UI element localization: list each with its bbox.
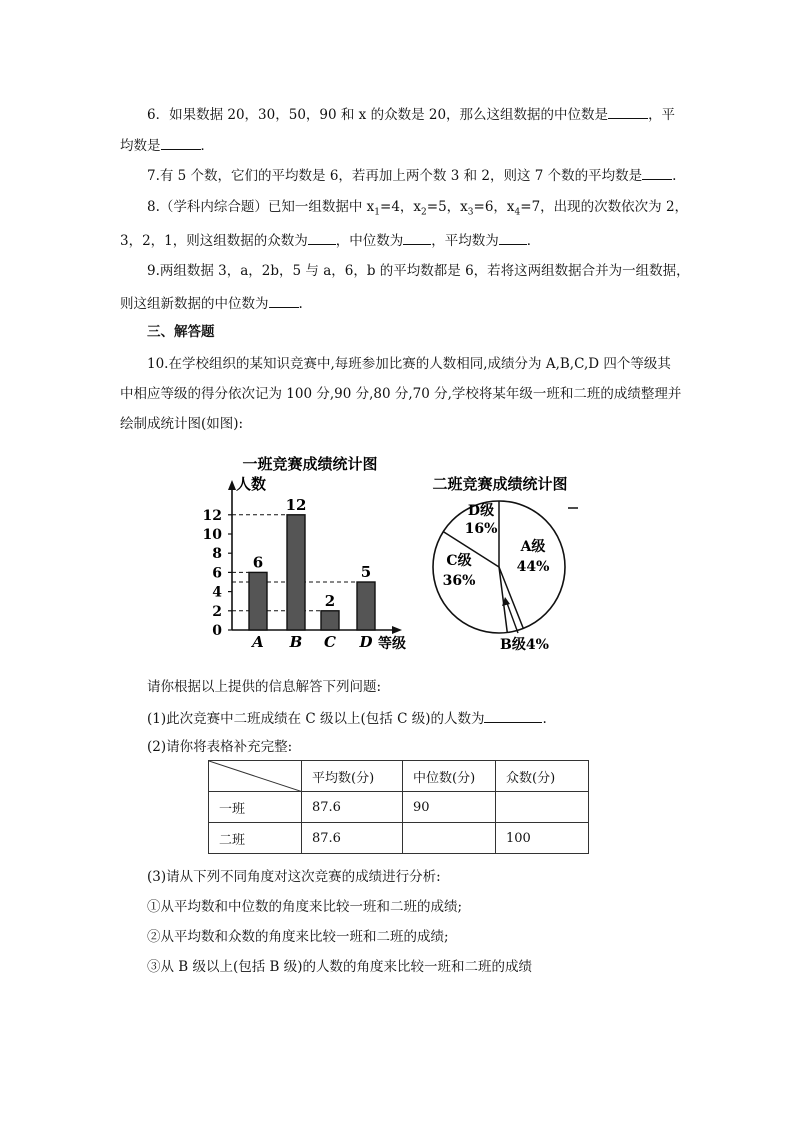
q8-text-c: =5，x	[426, 199, 468, 215]
y-tick-label: 2	[212, 603, 222, 620]
q7-line	[147, 165, 676, 185]
section-title: 三、解答题	[147, 324, 215, 340]
q6-mean-blank[interactable]	[161, 135, 201, 150]
q6-text: 6．如果数据 20，30，50，90 和 x 的众数是 20，那么这组数据的中位数是	[147, 107, 609, 123]
bar-value-label: 6	[252, 553, 264, 572]
q10-line3: 绘制成统计图(如图):	[120, 416, 244, 432]
q9-line1: 9.两组数据 3，a，2b，5 与 a，6，b 的平均数都是 6，若将这两组数据合并为一组数据，	[147, 263, 690, 279]
q6-median-blank[interactable]	[608, 104, 648, 119]
q6-line2-end: ．	[200, 138, 214, 154]
q10-sub3-2: ②从平均数和众数的角度来比较一班和二班的成绩;	[147, 929, 449, 945]
q8-line1	[147, 198, 688, 222]
diagonal-line	[209, 761, 303, 792]
q8-text-b: =4，x	[380, 199, 422, 215]
slice-label-B: B级4%	[500, 637, 549, 653]
q10-line1: 10.在学校组织的某知识竞赛中,每班参加比赛的人数相同,成绩分为 A,B,C,D 四个等级其	[147, 356, 671, 372]
q8-line2-d: ．	[526, 233, 541, 249]
row-label: 二班	[209, 823, 302, 854]
cell-mean: 87.6	[302, 792, 403, 823]
x-tick-label: C	[324, 633, 336, 651]
x-tick-label: A	[252, 633, 264, 651]
x-tick-label: B	[289, 633, 303, 651]
q6-text-end: ，平	[648, 107, 676, 123]
q6-line2-text: 均数是	[120, 138, 161, 154]
q10-line2: 中相应等级的得分依次记为 100 分,90 分,80 分,70 分,学校将某年级一班和二班的成绩整理并	[120, 386, 682, 402]
q8-text-a: 8.（学科内综合题）已知一组数据中 x	[147, 199, 375, 215]
slice-percent-A: 44%	[516, 559, 550, 575]
table-row	[209, 823, 589, 854]
score-table	[208, 760, 589, 854]
cell-mean: 87.6	[302, 823, 403, 854]
q10-sub2: (2)请你将表格补充完整:	[147, 739, 293, 755]
y-axis-arrow	[228, 480, 236, 490]
q8-line2-b: ，中位数为	[335, 233, 404, 249]
slice-label-D: D级	[467, 503, 495, 519]
q8-text-e: =7，出现的次数依次为 2，	[520, 199, 689, 215]
q7-end: .	[672, 168, 677, 184]
bar-chart-title: 一班竞赛成绩统计图	[242, 455, 378, 473]
y-tick-label: 8	[212, 546, 222, 563]
q8-text-d: =6，x	[473, 199, 515, 215]
cell-median: 90	[403, 792, 496, 823]
pie-chart-class2	[415, 465, 595, 655]
y-tick-label: 0	[212, 623, 222, 639]
q9-blank[interactable]	[269, 293, 299, 308]
table-row	[209, 792, 589, 823]
q8-mode-blank[interactable]	[308, 230, 336, 245]
q8-line2	[120, 230, 540, 250]
q7-blank[interactable]	[642, 165, 672, 180]
q9-line2-text: 则这组新数据的中位数为	[120, 296, 269, 312]
x-tick-label: D	[359, 633, 373, 651]
bar-C	[321, 611, 339, 630]
q9-line2	[120, 293, 303, 313]
q7-text: 7.有 5 个数，它们的平均数是 6，若再加上两个数 3 和 2，则这 7 个数的平均数是	[147, 168, 643, 184]
bar-value-label: 2	[324, 591, 336, 610]
slice-percent-D: 16%	[464, 521, 498, 537]
row-label: 一班	[209, 792, 302, 823]
pie-chart-title: 二班竞赛成绩统计图	[432, 475, 568, 493]
cell-mode: 100	[496, 823, 589, 854]
q10-sub1-blank[interactable]	[484, 708, 542, 723]
q10-sub3-1: ①从平均数和中位数的角度来比较一班和二班的成绩;	[147, 899, 463, 915]
cell-mode-blank[interactable]	[496, 792, 589, 823]
y-tick-label: 10	[202, 527, 222, 543]
bar-chart-class1	[200, 450, 425, 655]
q10-sub3: (3)请从下列不同角度对这次竞赛的成绩进行分析:	[147, 869, 441, 885]
bar-D	[357, 582, 375, 630]
q10-sub3-3: ③从 B 级以上(包括 B 级)的人数的角度来比较一班和二班的成绩	[147, 959, 533, 975]
x-axis-arrow	[392, 626, 402, 634]
q9-end: .	[298, 296, 303, 312]
q10-prompt: 请你根据以上提供的信息解答下列问题:	[147, 679, 382, 695]
bar-B	[287, 515, 305, 630]
q10-sub1-end: .	[542, 711, 547, 727]
slice-label-A: A级	[520, 539, 546, 555]
q8-median-blank[interactable]	[403, 230, 431, 245]
q8-sub-1: 1	[374, 207, 381, 218]
table-header-row	[209, 761, 589, 792]
q8-line2-c: ，平均数为	[431, 233, 499, 249]
y-tick-label: 4	[212, 584, 222, 601]
q8-sub-3: 3	[467, 207, 474, 218]
y-tick-label: 6	[212, 565, 222, 582]
q8-mean-blank[interactable]	[499, 230, 527, 245]
bar-value-label: 5	[360, 563, 372, 581]
bar-A	[249, 572, 267, 630]
slice-percent-C: 36%	[442, 573, 476, 589]
q8-sub-2: 2	[421, 207, 427, 218]
q10-sub1	[147, 708, 547, 728]
header-median: 中位数(分)	[403, 761, 496, 792]
bar-chart-xlabel: 等级	[378, 636, 406, 652]
bar-chart-ylabel: 人数	[236, 475, 267, 493]
q8-sub-4: 4	[514, 207, 521, 218]
q8-line2-a: 3，2，1，则这组数据的众数为	[120, 233, 308, 249]
header-mean: 平均数(分)	[302, 761, 403, 792]
q6-line1	[147, 104, 675, 124]
y-tick-label: 12	[202, 507, 222, 524]
bar-value-label: 12	[285, 495, 307, 514]
slice-label-C: C级	[446, 553, 472, 569]
table-corner-cell	[209, 761, 302, 792]
cell-median-blank[interactable]	[403, 823, 496, 854]
header-mode: 众数(分)	[496, 761, 589, 792]
q10-sub1-text: (1)此次竞赛中二班成绩在 C 级以上(包括 C 级)的人数为	[147, 711, 485, 727]
q6-line2	[120, 135, 214, 155]
